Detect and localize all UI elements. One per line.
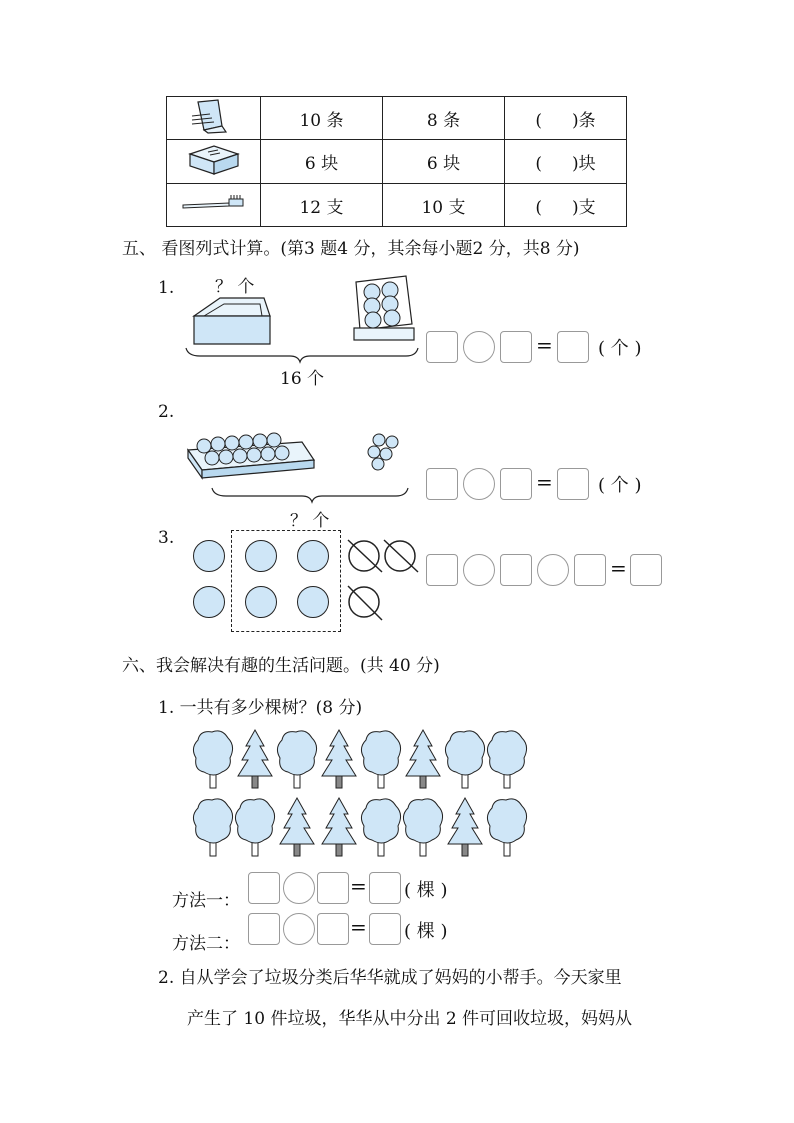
crossed-circles	[344, 536, 424, 624]
circle-shape	[245, 540, 277, 572]
equals-sign: =	[536, 333, 553, 357]
operator-circle[interactable]	[283, 872, 315, 904]
table-row	[167, 140, 627, 184]
answer-box[interactable]	[248, 872, 280, 904]
q1-top-label: ？ 个	[215, 277, 255, 297]
q2-number: 2.	[158, 402, 175, 422]
equals-sign: =	[350, 915, 367, 939]
result-box[interactable]	[630, 554, 662, 586]
table-cell: 6 块	[261, 140, 383, 184]
s6-q1-text: 1. 一共有多少棵树？(8 分)	[158, 698, 363, 718]
answer-box[interactable]	[248, 913, 280, 945]
equals-sign: =	[536, 470, 553, 494]
result-box[interactable]	[369, 913, 401, 945]
method2-unit: ( 棵 )	[404, 921, 448, 942]
answer-box[interactable]	[500, 468, 532, 500]
circle-shape	[193, 540, 225, 572]
q1-unit: ( 个 )	[598, 338, 642, 359]
result-box[interactable]	[557, 331, 589, 363]
answer-box[interactable]	[317, 913, 349, 945]
section6-heading: 六、我会解决有趣的生活问题。(共 40 分)	[122, 656, 440, 676]
method2-label: 方法二：	[172, 934, 240, 954]
circle-shape	[193, 586, 225, 618]
circle-shape	[245, 586, 277, 618]
result-box[interactable]	[369, 872, 401, 904]
q1-total-label: 16 个	[280, 369, 325, 389]
table-cell: 8 条	[383, 97, 505, 140]
answer-cell[interactable]: ( )支	[505, 184, 627, 227]
equals-sign: =	[610, 556, 627, 580]
s6-q2-line1: 2. 自从学会了垃圾分类后华华就成了妈妈的小帮手。今天家里	[158, 968, 622, 988]
answer-box[interactable]	[317, 872, 349, 904]
answer-cell[interactable]: ( )块	[505, 140, 627, 184]
q1-number: 1.	[158, 278, 175, 298]
trees-illustration	[190, 728, 530, 860]
answer-box[interactable]	[500, 554, 532, 586]
table-cell: 10 支	[383, 184, 505, 227]
operator-circle[interactable]	[463, 468, 495, 500]
towel-icon	[184, 98, 244, 134]
operator-circle[interactable]	[283, 913, 315, 945]
q2-unit: ( 个 )	[598, 475, 642, 496]
operator-circle[interactable]	[537, 554, 569, 586]
circle-shape	[297, 540, 329, 572]
answer-box[interactable]	[426, 554, 458, 586]
toothbrush-cell	[167, 184, 261, 227]
s6-q2-line2: 产生了 10 件垃圾，华华从中分出 2 件可回收垃圾，妈妈从	[187, 1009, 633, 1029]
soap-box-icon	[184, 140, 244, 178]
items-table	[166, 96, 627, 227]
answer-box[interactable]	[426, 468, 458, 500]
equals-sign: =	[350, 874, 367, 898]
table-cell: 10 条	[261, 97, 383, 140]
method1-label: 方法一：	[172, 891, 240, 911]
soap-cell	[167, 140, 261, 184]
method1-unit: ( 棵 )	[404, 880, 448, 901]
table-cell: 6 块	[383, 140, 505, 184]
section5-heading: 五、 看图列式计算。(第3 题4 分，其余每小题2 分，共8 分)	[122, 239, 580, 259]
tree-row-2	[193, 798, 526, 856]
circle-shape	[297, 586, 329, 618]
toothbrush-icon	[179, 193, 249, 213]
q2-bottom-label: ？ 个	[290, 511, 330, 531]
towel-cell	[167, 97, 261, 140]
operator-circle[interactable]	[463, 331, 495, 363]
operator-circle[interactable]	[463, 554, 495, 586]
q3-number: 3.	[158, 528, 175, 548]
result-box[interactable]	[557, 468, 589, 500]
q2-illustration	[182, 428, 422, 504]
table-cell: 12 支	[261, 184, 383, 227]
answer-cell[interactable]: ( )条	[505, 97, 627, 140]
table-row	[167, 97, 627, 140]
table-row	[167, 184, 627, 227]
answer-box[interactable]	[500, 331, 532, 363]
q1-illustration	[180, 268, 430, 368]
answer-box[interactable]	[426, 331, 458, 363]
tree-row-1	[193, 730, 526, 788]
answer-box[interactable]	[574, 554, 606, 586]
